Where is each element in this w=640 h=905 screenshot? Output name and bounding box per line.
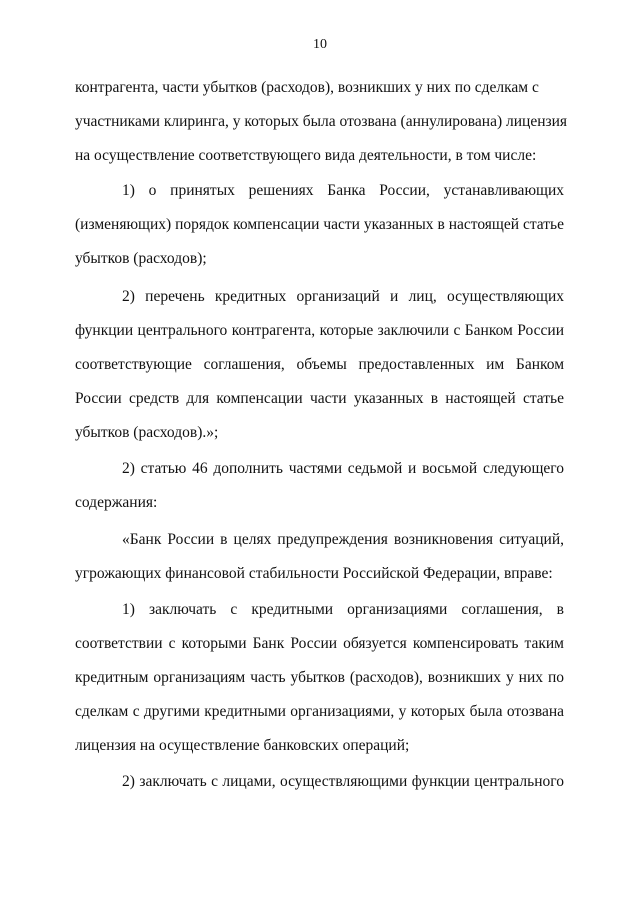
text-line: 1) о принятых решениях Банка России, устанавливающих xyxy=(122,182,564,199)
text-line: сделкам с другими кредитными организациями, у которых была отозвана xyxy=(75,703,564,720)
text-line: соответствии с которыми Банк России обязуется компенсировать таким xyxy=(75,635,564,652)
text-line: (изменяющих) порядок компенсации части указанных в настоящей статье xyxy=(75,216,564,233)
text-line: 1) заключать с кредитными организациями соглашения, в xyxy=(122,601,564,618)
text-line: 2) перечень кредитных организаций и лиц, осуществляющих xyxy=(122,288,564,305)
text-line: участниками клиринга, у которых была отозвана (аннулирована) лицензия xyxy=(75,113,568,130)
text-line: лицензия на осуществление банковских операций; xyxy=(75,737,410,754)
text-line: 2) статью 46 дополнить частями седьмой и восьмой следующего xyxy=(122,460,564,477)
text-line: соответствующие соглашения, объемы предоставленных им Банком xyxy=(75,356,564,373)
text-line: функции центрального контрагента, которые заключили с Банком России xyxy=(75,322,564,339)
text-line: на осуществление соответствующего вида деятельности, в том числе: xyxy=(75,147,537,164)
text-line: убытков (расходов).»; xyxy=(75,424,219,441)
page-number: 10 xyxy=(313,37,327,52)
text-line: содержания: xyxy=(75,494,158,511)
text-line: России средств для компенсации части указанных в настоящей статье xyxy=(75,390,564,407)
text-line: угрожающих финансовой стабильности Российской Федерации, вправе: xyxy=(75,565,553,582)
text-line: 2) заключать с лицами, осуществляющими функции центрального xyxy=(122,773,564,790)
text-line: «Банк России в целях предупреждения возникновения ситуаций, xyxy=(122,531,564,548)
text-line: убытков (расходов); xyxy=(75,250,207,267)
text-line: кредитным организациям часть убытков (расходов), возникших у них по xyxy=(75,669,564,686)
text-line: контрагента, части убытков (расходов), возникших у них по сделкам с xyxy=(75,79,539,96)
